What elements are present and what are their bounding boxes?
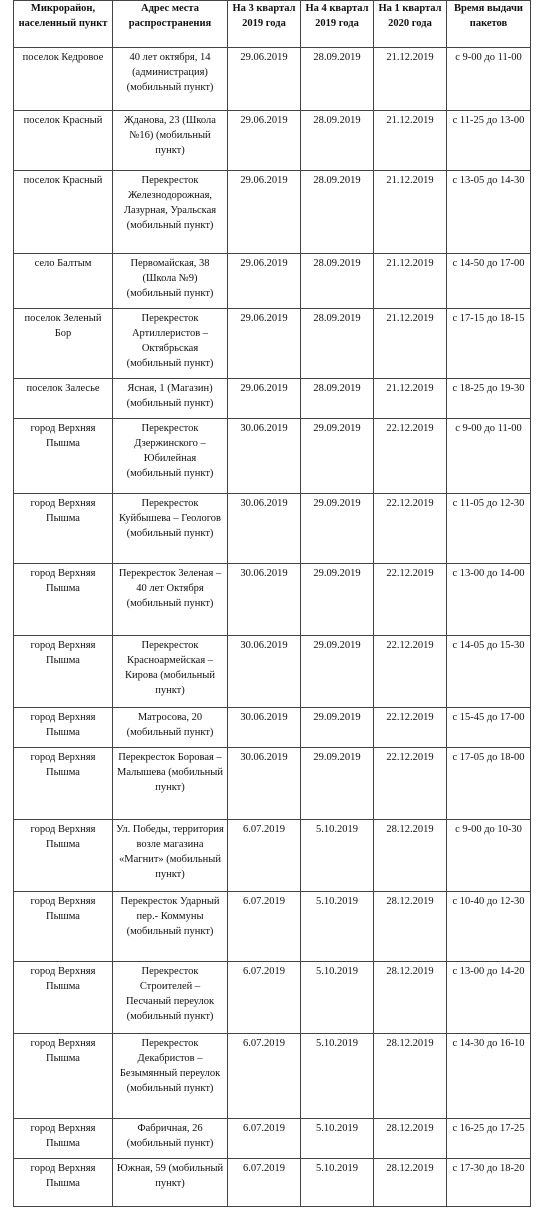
cell-locality: город Верхняя Пышма [14, 419, 113, 494]
cell-date-q4: 5.10.2019 [301, 962, 374, 1034]
cell-date-q1: 22.12.2019 [374, 748, 447, 820]
cell-date-q1: 21.12.2019 [374, 111, 447, 171]
cell-locality: город Верхняя Пышма [14, 636, 113, 708]
table-row [14, 111, 531, 171]
cell-time: с 11-05 до 12-30 [447, 494, 531, 564]
cell-time: с 14-05 до 15-30 [447, 636, 531, 708]
table-row [14, 564, 531, 636]
header-address: Адрес места распространения [113, 1, 228, 48]
cell-date-q3: 29.06.2019 [228, 254, 301, 309]
cell-address: Перекресток Строителей – Песчаный переулок (мобильный пункт) [113, 962, 228, 1034]
schedule-table-wrapper [13, 0, 530, 1207]
table-row [14, 48, 531, 111]
cell-date-q3: 29.06.2019 [228, 309, 301, 379]
cell-date-q1: 22.12.2019 [374, 419, 447, 494]
cell-date-q4: 5.10.2019 [301, 1159, 374, 1207]
table-row [14, 379, 531, 419]
cell-date-q4: 5.10.2019 [301, 892, 374, 962]
table-row [14, 636, 531, 708]
cell-date-q4: 28.09.2019 [301, 111, 374, 171]
cell-address: Первомайская, 38 (Школа №9) (мобильный пункт) [113, 254, 228, 309]
cell-address: Матросова, 20 (мобильный пункт) [113, 708, 228, 748]
cell-date-q1: 28.12.2019 [374, 962, 447, 1034]
cell-address: Перекресток Зеленая – 40 лет Октября (мобильный пункт) [113, 564, 228, 636]
cell-address: Южная, 59 (мобильный пункт) [113, 1159, 228, 1207]
cell-date-q1: 28.12.2019 [374, 820, 447, 892]
table-header [14, 1, 531, 48]
cell-date-q3: 6.07.2019 [228, 892, 301, 962]
header-locality: Микрорайон, населенный пункт [14, 1, 113, 48]
distribution-schedule-table [13, 0, 531, 1207]
cell-locality: город Верхняя Пышма [14, 564, 113, 636]
cell-locality: село Балтым [14, 254, 113, 309]
cell-locality: город Верхняя Пышма [14, 708, 113, 748]
cell-date-q1: 22.12.2019 [374, 494, 447, 564]
cell-time: с 13-05 до 14-30 [447, 171, 531, 254]
cell-locality: поселок Зеленый Бор [14, 309, 113, 379]
cell-date-q1: 21.12.2019 [374, 309, 447, 379]
cell-date-q3: 6.07.2019 [228, 1159, 301, 1207]
cell-locality: поселок Красный [14, 171, 113, 254]
cell-address: Жданова, 23 (Школа №16) (мобильный пункт) [113, 111, 228, 171]
table-row [14, 309, 531, 379]
cell-date-q4: 29.09.2019 [301, 708, 374, 748]
cell-date-q3: 30.06.2019 [228, 708, 301, 748]
cell-locality: город Верхняя Пышма [14, 820, 113, 892]
cell-time: с 11-25 до 13-00 [447, 111, 531, 171]
cell-address: Перекресток Артиллеристов – Октябрьская (мобильный пункт) [113, 309, 228, 379]
cell-date-q4: 28.09.2019 [301, 48, 374, 111]
cell-locality: город Верхняя Пышма [14, 748, 113, 820]
cell-time: с 13-00 до 14-00 [447, 564, 531, 636]
cell-locality: город Верхняя Пышма [14, 962, 113, 1034]
cell-address: Перекресток Красноармейская – Кирова (мобильный пункт) [113, 636, 228, 708]
cell-date-q3: 29.06.2019 [228, 111, 301, 171]
cell-locality: город Верхняя Пышма [14, 494, 113, 564]
cell-date-q3: 30.06.2019 [228, 564, 301, 636]
cell-time: с 9-00 до 11-00 [447, 419, 531, 494]
cell-locality: поселок Залесье [14, 379, 113, 419]
cell-date-q1: 28.12.2019 [374, 1034, 447, 1119]
table-row [14, 1034, 531, 1119]
cell-address: 40 лет октября, 14 (администрация) (мобильный пункт) [113, 48, 228, 111]
cell-address: Перекресток Ударный пер.- Коммуны (мобильный пункт) [113, 892, 228, 962]
cell-date-q4: 29.09.2019 [301, 494, 374, 564]
cell-locality: поселок Кедровое [14, 48, 113, 111]
table-row [14, 1159, 531, 1207]
cell-address: Фабричная, 26 (мобильный пункт) [113, 1119, 228, 1159]
cell-time: с 10-40 до 12-30 [447, 892, 531, 962]
cell-address: Перекресток Железнодорожная, Лазурная, Уральская (мобильный пункт) [113, 171, 228, 254]
cell-date-q1: 22.12.2019 [374, 564, 447, 636]
cell-locality: город Верхняя Пышма [14, 1119, 113, 1159]
cell-date-q3: 30.06.2019 [228, 419, 301, 494]
header-q3-2019: На 3 квартал 2019 года [228, 1, 301, 48]
cell-date-q3: 29.06.2019 [228, 379, 301, 419]
cell-time: с 9-00 до 11-00 [447, 48, 531, 111]
header-q1-2020: На 1 квартал 2020 года [374, 1, 447, 48]
cell-date-q4: 29.09.2019 [301, 636, 374, 708]
cell-locality: город Верхняя Пышма [14, 892, 113, 962]
table-row [14, 254, 531, 309]
header-issue-time: Время выдачи пакетов [447, 1, 531, 48]
table-row [14, 892, 531, 962]
cell-date-q1: 21.12.2019 [374, 254, 447, 309]
table-body [14, 48, 531, 1207]
table-row [14, 820, 531, 892]
cell-date-q3: 6.07.2019 [228, 1034, 301, 1119]
cell-time: с 16-25 до 17-25 [447, 1119, 531, 1159]
cell-address: Перекресток Декабристов – Безымянный переулок (мобильный пункт) [113, 1034, 228, 1119]
cell-date-q3: 30.06.2019 [228, 636, 301, 708]
cell-date-q3: 30.06.2019 [228, 494, 301, 564]
cell-time: с 14-50 до 17-00 [447, 254, 531, 309]
cell-date-q1: 22.12.2019 [374, 708, 447, 748]
cell-time: с 9-00 до 10-30 [447, 820, 531, 892]
table-row [14, 748, 531, 820]
cell-date-q1: 22.12.2019 [374, 636, 447, 708]
cell-date-q4: 29.09.2019 [301, 564, 374, 636]
cell-date-q4: 28.09.2019 [301, 309, 374, 379]
cell-locality: город Верхняя Пышма [14, 1034, 113, 1119]
cell-date-q4: 29.09.2019 [301, 419, 374, 494]
cell-address: Ясная, 1 (Магазин) (мобильный пункт) [113, 379, 228, 419]
cell-time: с 18-25 до 19-30 [447, 379, 531, 419]
table-row [14, 494, 531, 564]
cell-locality: город Верхняя Пышма [14, 1159, 113, 1207]
cell-date-q1: 21.12.2019 [374, 171, 447, 254]
cell-time: с 15-45 до 17-00 [447, 708, 531, 748]
cell-date-q3: 29.06.2019 [228, 171, 301, 254]
cell-date-q3: 29.06.2019 [228, 48, 301, 111]
table-row [14, 1119, 531, 1159]
header-row [14, 1, 531, 48]
cell-address: Перекресток Дзержинского – Юбилейная (мобильный пункт) [113, 419, 228, 494]
cell-address: Ул. Победы, территория возле магазина «Магнит» (мобильный пункт) [113, 820, 228, 892]
cell-date-q1: 28.12.2019 [374, 1119, 447, 1159]
cell-date-q1: 21.12.2019 [374, 48, 447, 111]
cell-date-q1: 21.12.2019 [374, 379, 447, 419]
table-row [14, 419, 531, 494]
cell-date-q3: 30.06.2019 [228, 748, 301, 820]
cell-date-q4: 29.09.2019 [301, 748, 374, 820]
cell-date-q4: 28.09.2019 [301, 171, 374, 254]
cell-date-q1: 28.12.2019 [374, 892, 447, 962]
table-row [14, 962, 531, 1034]
cell-time: с 14-30 до 16-10 [447, 1034, 531, 1119]
cell-date-q3: 6.07.2019 [228, 1119, 301, 1159]
table-row [14, 708, 531, 748]
cell-date-q1: 28.12.2019 [374, 1159, 447, 1207]
cell-address: Перекресток Куйбышева – Геологов (мобильный пункт) [113, 494, 228, 564]
cell-locality: поселок Красный [14, 111, 113, 171]
table-row [14, 171, 531, 254]
cell-time: с 17-05 до 18-00 [447, 748, 531, 820]
cell-time: с 17-15 до 18-15 [447, 309, 531, 379]
cell-date-q3: 6.07.2019 [228, 962, 301, 1034]
cell-address: Перекресток Боровая – Малышева (мобильный пункт) [113, 748, 228, 820]
cell-time: с 13-00 до 14-20 [447, 962, 531, 1034]
cell-time: с 17-30 до 18-20 [447, 1159, 531, 1207]
cell-date-q4: 28.09.2019 [301, 254, 374, 309]
cell-date-q3: 6.07.2019 [228, 820, 301, 892]
cell-date-q4: 5.10.2019 [301, 1034, 374, 1119]
cell-date-q4: 5.10.2019 [301, 820, 374, 892]
cell-date-q4: 5.10.2019 [301, 1119, 374, 1159]
cell-date-q4: 28.09.2019 [301, 379, 374, 419]
header-q4-2019: На 4 квартал 2019 года [301, 1, 374, 48]
